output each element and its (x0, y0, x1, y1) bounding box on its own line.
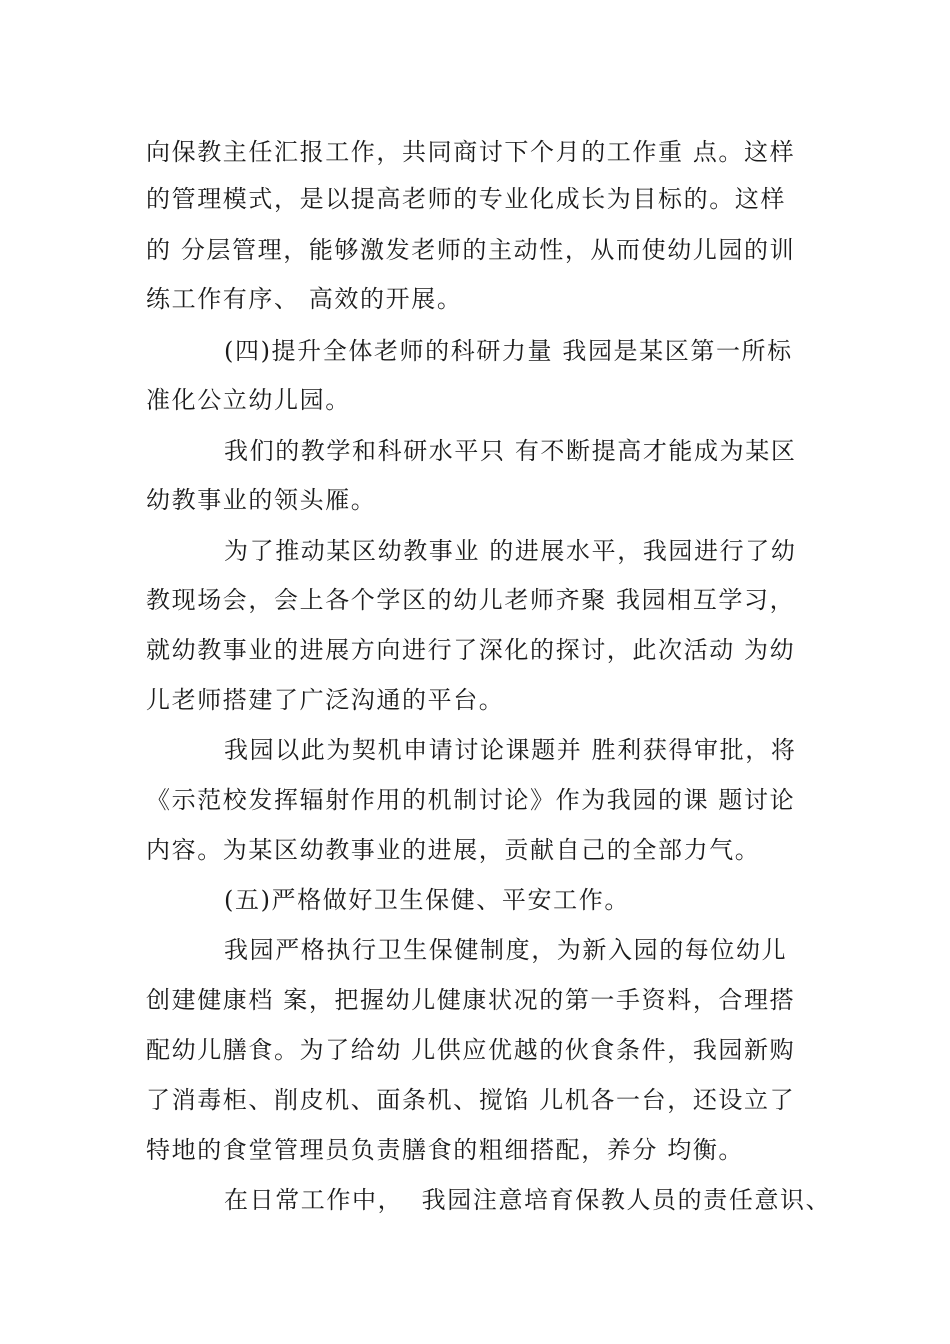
text-line: 教现场会，会上各个学区的幼儿老师齐聚 我园相互学习， (146, 586, 796, 614)
text-line: 儿老师搭建了广泛沟通的平台。 (146, 686, 505, 714)
paragraph-start: 我们的教学和科研水平只 有不断提高才能成为某区 (224, 437, 797, 465)
text-line: 练工作有序、 高效的开展。 (146, 285, 463, 313)
text-line: 创建健康档 案，把握幼儿健康状况的第一手资料，合理搭 (146, 986, 796, 1014)
paragraph-start: 我园以此为契机申请讨论课题并 胜利获得审批，将 (224, 736, 797, 764)
text-line: 的 分层管理，能够激发老师的主动性，从而使幼儿园的训 (146, 236, 796, 264)
text-line: 《示范校发挥辐射作用的机制讨论》作为我园的课 题讨论 (146, 786, 796, 814)
text-line: 幼教事业的领头雁。 (146, 486, 377, 514)
section-heading-5: (五)严格做好卫生保健、平安工作。 (224, 886, 630, 914)
text-line: 特地的食堂管理员负责膳食的粗细搭配，养分 均衡。 (146, 1136, 745, 1164)
text-line: 配幼儿膳食。为了给幼 儿供应优越的伙食条件，我园新购 (146, 1036, 796, 1064)
text-line: 内容。为某区幼教事业的进展，贡献自己的全部力气。 (146, 836, 761, 864)
paragraph-start: 我园严格执行卫生保健制度，为新入园的每位幼儿 (224, 936, 788, 964)
text-line: 准化公立幼儿园。 (146, 386, 351, 414)
text-line: 了消毒柜、削皮机、面条机、搅馅 儿机各一台，还设立了 (146, 1086, 796, 1114)
text-line: 向保教主任汇报工作，共同商讨下个月的工作重 点。这样 (146, 138, 796, 166)
paragraph-start: 在日常工作中， 我园注意培育保教人员的责任意识、 (224, 1186, 832, 1214)
text-line: 就幼教事业的进展方向进行了深化的探讨，此次活动 为幼 (146, 636, 796, 664)
text-line: 的管理模式，是以提高老师的专业化成长为目标的。这样 (146, 185, 786, 213)
paragraph-start: 为了推动某区幼教事业 的进展水平，我园进行了幼 (224, 537, 797, 565)
section-heading-4: (四)提升全体老师的科研力量 我园是某区第一所标 (224, 337, 793, 365)
